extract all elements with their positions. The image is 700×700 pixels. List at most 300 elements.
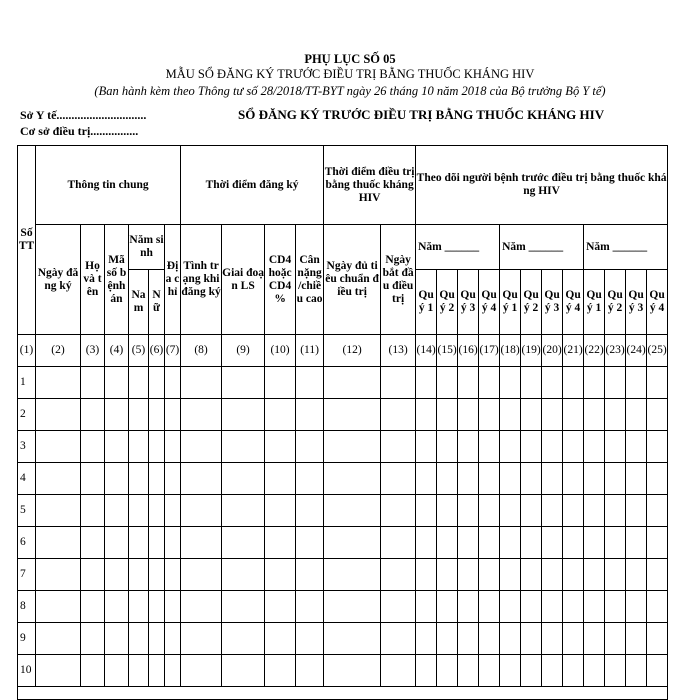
entry-cell[interactable]	[181, 431, 222, 463]
entry-cell[interactable]	[542, 559, 563, 591]
col-address-header: Địa chỉ	[165, 225, 181, 335]
entry-cell[interactable]	[437, 399, 458, 431]
entry-cell[interactable]	[181, 591, 222, 623]
column-number: (2)	[36, 335, 81, 367]
entry-cell[interactable]	[626, 431, 647, 463]
column-number: (5)	[129, 335, 149, 367]
quarter-header: Quý 3	[626, 270, 647, 335]
entry-cell[interactable]	[181, 495, 222, 527]
entry-cell[interactable]	[521, 431, 542, 463]
entry-cell[interactable]	[605, 399, 626, 431]
entry-cell[interactable]	[563, 559, 584, 591]
entry-cell[interactable]	[165, 399, 181, 431]
entry-cell[interactable]	[584, 559, 605, 591]
entry-cell[interactable]	[437, 495, 458, 527]
entry-cell[interactable]	[105, 591, 129, 623]
table-row	[18, 431, 668, 463]
column-number: (12)	[324, 335, 381, 367]
column-number: (24)	[626, 335, 647, 367]
entry-cell[interactable]	[165, 591, 181, 623]
entry-cell[interactable]	[458, 431, 479, 463]
entry-cell[interactable]	[222, 527, 265, 559]
entry-cell[interactable]	[129, 559, 149, 591]
entry-cell[interactable]	[36, 559, 81, 591]
entry-cell[interactable]	[458, 367, 479, 399]
entry-cell[interactable]	[626, 399, 647, 431]
entry-cell[interactable]	[416, 623, 437, 655]
entry-cell[interactable]	[222, 463, 265, 495]
entry-cell[interactable]	[584, 623, 605, 655]
col-name-header: Họ và tên	[81, 225, 105, 335]
column-number: (23)	[605, 335, 626, 367]
entry-cell[interactable]	[437, 431, 458, 463]
entry-cell[interactable]	[324, 463, 381, 495]
entry-cell[interactable]	[81, 463, 105, 495]
entry-cell[interactable]	[584, 367, 605, 399]
entry-cell[interactable]	[296, 559, 324, 591]
entry-cell[interactable]	[324, 559, 381, 591]
entry-cell[interactable]	[381, 655, 416, 687]
group-eligibility-time: Thời điểm điều trị bằng thuốc kháng HIV	[324, 146, 416, 225]
entry-cell[interactable]	[647, 559, 668, 591]
entry-cell[interactable]	[129, 399, 149, 431]
entry-cell[interactable]	[105, 367, 129, 399]
entry-cell[interactable]	[36, 591, 81, 623]
entry-cell[interactable]	[149, 527, 165, 559]
entry-cell[interactable]	[105, 559, 129, 591]
entry-cell[interactable]	[129, 527, 149, 559]
entry-cell[interactable]	[479, 527, 500, 559]
entry-cell[interactable]	[381, 463, 416, 495]
column-number: (22)	[584, 335, 605, 367]
entry-cell[interactable]	[647, 591, 668, 623]
entry-cell[interactable]	[500, 463, 521, 495]
entry-cell[interactable]	[500, 655, 521, 687]
entry-cell[interactable]	[81, 591, 105, 623]
entry-cell[interactable]	[647, 431, 668, 463]
entry-cell[interactable]	[222, 559, 265, 591]
entry-cell[interactable]	[81, 399, 105, 431]
entry-cell[interactable]	[296, 591, 324, 623]
entry-cell[interactable]	[36, 463, 81, 495]
entry-cell[interactable]	[626, 591, 647, 623]
entry-cell[interactable]	[181, 655, 222, 687]
entry-cell[interactable]	[296, 431, 324, 463]
entry-cell[interactable]	[563, 655, 584, 687]
entry-cell[interactable]	[36, 367, 81, 399]
entry-cell[interactable]	[296, 463, 324, 495]
entry-cell[interactable]	[296, 399, 324, 431]
entry-cell[interactable]	[222, 431, 265, 463]
entry-cell[interactable]	[265, 559, 296, 591]
entry-cell[interactable]	[563, 495, 584, 527]
entry-cell[interactable]	[647, 463, 668, 495]
entry-cell[interactable]	[479, 431, 500, 463]
column-number: (19)	[521, 335, 542, 367]
quarter-header: Quý 2	[437, 270, 458, 335]
entry-cell[interactable]	[149, 495, 165, 527]
entry-cell[interactable]	[521, 623, 542, 655]
facility-label: Cơ sở điều trị................	[20, 124, 139, 138]
entry-cell[interactable]	[479, 399, 500, 431]
entry-cell[interactable]	[563, 399, 584, 431]
entry-cell[interactable]	[563, 367, 584, 399]
col-start-date-header: Ngày bắt đầu điều trị	[381, 225, 416, 335]
entry-cell[interactable]	[265, 367, 296, 399]
entry-cell[interactable]	[479, 623, 500, 655]
entry-cell[interactable]	[165, 623, 181, 655]
entry-cell[interactable]	[521, 463, 542, 495]
table-row	[18, 367, 668, 399]
entry-cell[interactable]	[626, 463, 647, 495]
entry-cell[interactable]	[584, 399, 605, 431]
entry-cell[interactable]	[265, 431, 296, 463]
entry-cell[interactable]	[129, 655, 149, 687]
entry-cell[interactable]	[563, 431, 584, 463]
entry-cell[interactable]	[222, 623, 265, 655]
entry-cell[interactable]	[500, 399, 521, 431]
entry-cell[interactable]	[149, 623, 165, 655]
entry-cell[interactable]	[437, 527, 458, 559]
entry-cell[interactable]	[458, 655, 479, 687]
entry-cell[interactable]	[605, 495, 626, 527]
entry-cell[interactable]	[165, 655, 181, 687]
entry-cell[interactable]	[437, 591, 458, 623]
year-1-header: Năm ______	[416, 225, 500, 270]
entry-cell[interactable]	[324, 399, 381, 431]
entry-cell[interactable]	[437, 463, 458, 495]
row-number: 10	[18, 655, 36, 687]
entry-cell[interactable]	[647, 623, 668, 655]
entry-cell[interactable]	[521, 655, 542, 687]
entry-cell[interactable]	[458, 591, 479, 623]
quarter-header: Quý 1	[500, 270, 521, 335]
entry-cell[interactable]	[265, 399, 296, 431]
entry-cell[interactable]	[542, 655, 563, 687]
entry-cell[interactable]	[626, 623, 647, 655]
entry-cell[interactable]	[36, 623, 81, 655]
entry-cell[interactable]	[324, 495, 381, 527]
col-patient-code-header: Mã số bệnh án	[105, 225, 129, 335]
entry-cell[interactable]	[149, 431, 165, 463]
entry-cell[interactable]	[626, 559, 647, 591]
entry-cell[interactable]	[500, 559, 521, 591]
entry-cell[interactable]	[479, 495, 500, 527]
entry-cell[interactable]	[324, 367, 381, 399]
entry-cell[interactable]	[542, 399, 563, 431]
entry-cell[interactable]	[222, 495, 265, 527]
row-number: 2	[18, 399, 36, 431]
entry-cell[interactable]	[324, 527, 381, 559]
entry-cell[interactable]	[416, 431, 437, 463]
entry-cell[interactable]	[584, 655, 605, 687]
entry-cell[interactable]	[416, 655, 437, 687]
entry-cell[interactable]	[81, 367, 105, 399]
entry-cell[interactable]	[222, 367, 265, 399]
col-status-header: Tình trạng khi đăng ký	[181, 225, 222, 335]
column-number: (1)	[18, 335, 36, 367]
year-2-header: Năm ______	[500, 225, 584, 270]
entry-cell[interactable]	[458, 399, 479, 431]
entry-cell[interactable]	[149, 463, 165, 495]
entry-cell[interactable]	[105, 399, 129, 431]
entry-cell[interactable]	[542, 591, 563, 623]
entry-cell[interactable]	[542, 431, 563, 463]
entry-cell[interactable]	[222, 399, 265, 431]
entry-cell[interactable]	[437, 559, 458, 591]
entry-cell[interactable]	[165, 559, 181, 591]
entry-cell[interactable]	[81, 623, 105, 655]
entry-cell[interactable]	[381, 623, 416, 655]
entry-cell[interactable]	[521, 367, 542, 399]
entry-cell[interactable]	[416, 559, 437, 591]
entry-cell[interactable]	[416, 527, 437, 559]
entry-cell[interactable]	[521, 559, 542, 591]
entry-cell[interactable]	[181, 463, 222, 495]
column-number: (21)	[563, 335, 584, 367]
entry-cell[interactable]	[381, 527, 416, 559]
entry-cell[interactable]	[584, 463, 605, 495]
group-followup: Theo dõi người bệnh trước điều trị bằng thuốc kháng HIV	[416, 146, 668, 225]
entry-cell[interactable]	[605, 623, 626, 655]
entry-cell[interactable]	[222, 655, 265, 687]
entry-cell[interactable]	[105, 527, 129, 559]
col-stt-header: Số TT	[18, 146, 36, 335]
column-number: (16)	[458, 335, 479, 367]
table-row	[18, 591, 668, 623]
entry-cell[interactable]	[265, 495, 296, 527]
entry-cell[interactable]	[149, 591, 165, 623]
entry-cell[interactable]	[129, 591, 149, 623]
entry-cell[interactable]	[105, 655, 129, 687]
entry-cell[interactable]	[437, 367, 458, 399]
entry-cell[interactable]	[81, 559, 105, 591]
entry-cell[interactable]	[563, 463, 584, 495]
entry-cell[interactable]	[563, 527, 584, 559]
entry-cell[interactable]	[149, 655, 165, 687]
column-number: (10)	[265, 335, 296, 367]
year-3-header: Năm ______	[584, 225, 668, 270]
entry-cell[interactable]	[81, 655, 105, 687]
entry-cell[interactable]	[165, 527, 181, 559]
entry-cell[interactable]	[265, 463, 296, 495]
entry-cell[interactable]	[296, 367, 324, 399]
entry-cell[interactable]	[542, 463, 563, 495]
entry-cell[interactable]	[381, 431, 416, 463]
entry-cell[interactable]	[36, 431, 81, 463]
entry-cell[interactable]	[181, 399, 222, 431]
entry-cell[interactable]	[584, 431, 605, 463]
entry-cell[interactable]	[542, 367, 563, 399]
entry-cell[interactable]	[381, 399, 416, 431]
entry-cell[interactable]	[129, 431, 149, 463]
entry-cell[interactable]	[324, 591, 381, 623]
entry-cell[interactable]	[296, 527, 324, 559]
entry-cell[interactable]	[563, 623, 584, 655]
entry-cell[interactable]	[500, 623, 521, 655]
entry-cell[interactable]	[479, 655, 500, 687]
quarter-header: Quý 2	[521, 270, 542, 335]
entry-cell[interactable]	[647, 399, 668, 431]
entry-cell[interactable]	[605, 367, 626, 399]
col-cd4-header: CD4 hoặc CD4 %	[265, 225, 296, 335]
entry-cell[interactable]	[165, 431, 181, 463]
entry-cell[interactable]	[521, 591, 542, 623]
group-general-info: Thông tin chung	[36, 146, 181, 225]
entry-cell[interactable]	[416, 463, 437, 495]
entry-cell[interactable]	[129, 623, 149, 655]
column-number: (11)	[296, 335, 324, 367]
entry-cell[interactable]	[647, 367, 668, 399]
row-number: 4	[18, 463, 36, 495]
entry-cell[interactable]	[81, 527, 105, 559]
entry-cell[interactable]	[416, 367, 437, 399]
entry-cell[interactable]	[437, 623, 458, 655]
row-number: 1	[18, 367, 36, 399]
entry-cell[interactable]	[500, 591, 521, 623]
entry-cell[interactable]	[381, 495, 416, 527]
entry-cell[interactable]	[265, 623, 296, 655]
entry-cell[interactable]	[605, 559, 626, 591]
entry-cell[interactable]	[458, 559, 479, 591]
entry-cell[interactable]	[605, 591, 626, 623]
entry-cell[interactable]	[324, 623, 381, 655]
entry-cell[interactable]	[500, 431, 521, 463]
entry-cell[interactable]	[584, 591, 605, 623]
entry-cell[interactable]	[500, 527, 521, 559]
entry-cell[interactable]	[500, 495, 521, 527]
col-male-header: Nam	[129, 270, 149, 335]
entry-cell[interactable]	[458, 495, 479, 527]
entry-cell[interactable]	[36, 495, 81, 527]
column-number: (25)	[647, 335, 668, 367]
entry-cell[interactable]	[437, 655, 458, 687]
entry-cell[interactable]	[626, 527, 647, 559]
entry-cell[interactable]	[479, 463, 500, 495]
entry-cell[interactable]	[542, 495, 563, 527]
entry-cell[interactable]	[605, 655, 626, 687]
entry-cell[interactable]	[626, 367, 647, 399]
entry-cell[interactable]	[296, 655, 324, 687]
entry-cell[interactable]	[296, 623, 324, 655]
entry-cell[interactable]	[324, 431, 381, 463]
entry-cell[interactable]	[479, 367, 500, 399]
entry-cell[interactable]	[81, 431, 105, 463]
book-title: SỔ ĐĂNG KÝ TRƯỚC ĐIỀU TRỊ BẰNG THUỐC KHÁNG HIV	[238, 107, 605, 122]
entry-cell[interactable]	[165, 463, 181, 495]
entry-cell[interactable]	[626, 655, 647, 687]
table-row	[18, 623, 668, 655]
entry-cell[interactable]	[647, 655, 668, 687]
entry-cell[interactable]	[181, 623, 222, 655]
entry-cell[interactable]	[105, 623, 129, 655]
entry-cell[interactable]	[500, 367, 521, 399]
appendix-title: PHỤ LỤC SỐ 05	[304, 52, 396, 66]
quarter-header: Quý 2	[605, 270, 626, 335]
entry-cell[interactable]	[129, 463, 149, 495]
entry-cell[interactable]	[479, 559, 500, 591]
entry-cell[interactable]	[584, 495, 605, 527]
entry-cell[interactable]	[181, 367, 222, 399]
entry-cell[interactable]	[605, 527, 626, 559]
entry-cell[interactable]	[81, 495, 105, 527]
col-reg-date-header: Ngày đăng ký	[36, 225, 81, 335]
entry-cell[interactable]	[605, 463, 626, 495]
entry-cell[interactable]	[105, 463, 129, 495]
entry-cell[interactable]	[149, 399, 165, 431]
quarter-header: Quý 4	[563, 270, 584, 335]
entry-cell[interactable]	[265, 655, 296, 687]
entry-cell[interactable]	[458, 527, 479, 559]
entry-cell[interactable]	[381, 559, 416, 591]
registration-table	[17, 145, 668, 687]
entry-cell[interactable]	[521, 399, 542, 431]
row-number: 9	[18, 623, 36, 655]
entry-cell[interactable]	[605, 431, 626, 463]
issued-by-note: (Ban hành kèm theo Thông tư số 28/2018/TT-BYT ngày 26 tháng 10 năm 2018 của Bộ trưởng Bộ Y tế)	[94, 84, 606, 98]
entry-cell[interactable]	[129, 495, 149, 527]
entry-cell[interactable]	[105, 431, 129, 463]
row-number: 8	[18, 591, 36, 623]
entry-cell[interactable]	[647, 527, 668, 559]
entry-cell[interactable]	[416, 399, 437, 431]
entry-cell[interactable]	[381, 367, 416, 399]
entry-cell[interactable]	[324, 655, 381, 687]
entry-cell[interactable]	[381, 591, 416, 623]
table-row	[18, 463, 668, 495]
entry-cell[interactable]	[165, 495, 181, 527]
entry-cell[interactable]	[542, 623, 563, 655]
quarter-header: Quý 3	[542, 270, 563, 335]
entry-cell[interactable]	[36, 527, 81, 559]
entry-cell[interactable]	[149, 559, 165, 591]
entry-cell[interactable]	[36, 399, 81, 431]
column-number: (9)	[222, 335, 265, 367]
quarter-header: Quý 1	[584, 270, 605, 335]
entry-cell[interactable]	[542, 527, 563, 559]
entry-cell[interactable]	[416, 495, 437, 527]
entry-cell[interactable]	[416, 591, 437, 623]
entry-cell[interactable]	[647, 495, 668, 527]
entry-cell[interactable]	[181, 559, 222, 591]
entry-cell[interactable]	[105, 495, 129, 527]
entry-cell[interactable]	[563, 591, 584, 623]
entry-cell[interactable]	[458, 463, 479, 495]
entry-cell[interactable]	[181, 527, 222, 559]
entry-cell[interactable]	[626, 495, 647, 527]
column-number: (6)	[149, 335, 165, 367]
entry-cell[interactable]	[36, 655, 81, 687]
column-number: (7)	[165, 335, 181, 367]
entry-cell[interactable]	[129, 367, 149, 399]
row-number: 3	[18, 431, 36, 463]
row-number: 6	[18, 527, 36, 559]
entry-cell[interactable]	[296, 495, 324, 527]
entry-cell[interactable]	[458, 623, 479, 655]
department-label: Sở Y tế..............................	[20, 108, 147, 122]
entry-cell[interactable]	[149, 367, 165, 399]
table-row	[18, 399, 668, 431]
column-number: (3)	[81, 335, 105, 367]
entry-cell[interactable]	[165, 367, 181, 399]
entry-cell[interactable]	[584, 527, 605, 559]
entry-cell[interactable]	[265, 591, 296, 623]
entry-cell[interactable]	[265, 527, 296, 559]
entry-cell[interactable]	[479, 591, 500, 623]
entry-cell[interactable]	[222, 591, 265, 623]
entry-cell[interactable]	[521, 527, 542, 559]
entry-cell[interactable]	[521, 495, 542, 527]
